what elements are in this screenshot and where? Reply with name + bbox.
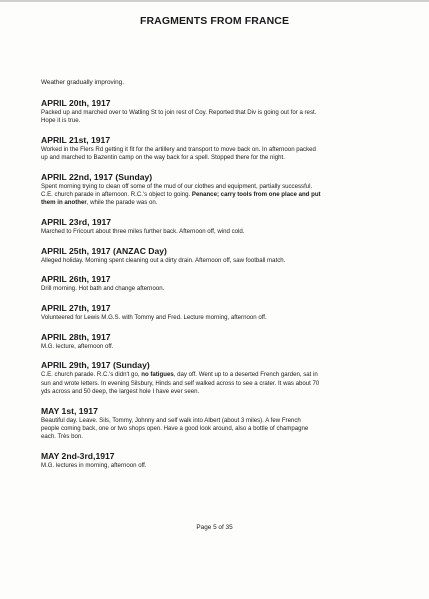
entry-text-bold: no fatigues bbox=[141, 371, 174, 379]
entry-text-segment: sun and wrote letters. In evening Silsbury, Hinds and self walked across to see a crater. It was about 70 bbox=[41, 379, 320, 387]
entry-date: APRIL 20th, 1917 bbox=[41, 98, 111, 108]
diary-entry bbox=[41, 98, 401, 125]
entry-text bbox=[41, 228, 401, 236]
entry-date: APRIL 22nd, 1917 (Sunday) bbox=[41, 171, 153, 182]
entry-text-segment: Beautiful day. Leave. Sils, Tommy, Johnny and self walk into Albert (about 3 miles). A few French bbox=[41, 416, 301, 424]
entry-text bbox=[41, 183, 401, 208]
diary-entry bbox=[41, 217, 401, 236]
diary-entry bbox=[41, 451, 401, 470]
entry-text-segment: C.E. church parade in afternoon. R.C.'s object to going. bbox=[41, 191, 192, 199]
entry-text-segment: M.G. lecture, afternoon off. bbox=[41, 342, 114, 350]
diary-entry bbox=[41, 332, 401, 351]
entry-date: APRIL 25th, 1917 (ANZAC Day) bbox=[41, 245, 167, 256]
entry-text-segment: , day off. Went up to a deserted French garden, sat in bbox=[173, 371, 318, 379]
entry-text-segment: Alleged holiday. Morning spent cleaning out a dirty drain. Afternoon off, saw football match. bbox=[41, 256, 286, 264]
entry-text-bold: Penance; carry tools from one place and put bbox=[191, 191, 321, 199]
entry-date: APRIL 26th, 1917 bbox=[41, 274, 111, 285]
entry-text bbox=[41, 462, 401, 470]
entry-text-segment: Hope it is true. bbox=[41, 117, 81, 125]
intro-text: Weather gradually improving. bbox=[41, 79, 125, 86]
entry-text-segment: people coming back, one or two shops open. Have a good look around, also a bottle of champagne bbox=[41, 424, 309, 432]
diary-entry bbox=[41, 246, 401, 265]
entry-date: APRIL 29th, 1917 (Sunday) bbox=[41, 360, 150, 371]
entry-text-segment: up and marched to Bazentin camp on the way back for a spell. Stopped there for the night. bbox=[41, 154, 285, 162]
entry-text bbox=[41, 146, 401, 162]
diary-entry bbox=[41, 274, 401, 293]
entry-date: MAY 2nd-3rd,1917 bbox=[41, 450, 115, 461]
diary-entries bbox=[41, 98, 401, 479]
diary-entry bbox=[41, 135, 401, 162]
diary-entry bbox=[41, 172, 401, 208]
entry-text-segment: Drill morning. Hot bath and change afternoon. bbox=[41, 285, 165, 293]
entry-text-segment: each. Très bon. bbox=[41, 432, 84, 440]
entry-text bbox=[41, 257, 401, 265]
entry-date: APRIL 21st, 1917 bbox=[41, 134, 111, 145]
entry-text-segment: Marched to Fricourt about three miles further back. Afternoon off, wind cold. bbox=[41, 227, 245, 235]
entry-text bbox=[41, 285, 401, 293]
entry-date: APRIL 27th, 1917 bbox=[41, 303, 111, 314]
diary-entry bbox=[41, 360, 401, 396]
entry-text-segment: Volunteered for Lewis M.G.S. with Tommy and Fred. Lecture morning, afternoon off. bbox=[41, 314, 267, 322]
entry-text bbox=[41, 343, 401, 351]
entry-date: APRIL 23rd, 1917 bbox=[41, 216, 112, 227]
page-title: FRAGMENTS FROM FRANCE bbox=[139, 15, 290, 27]
entry-text-bold: them in another bbox=[41, 199, 87, 207]
page-number: Page 5 of 35 bbox=[196, 524, 233, 531]
entry-text-segment: Packed up and marched over to Watling St to join rest of Coy. Reported that Div is going out for a rest. bbox=[41, 109, 317, 116]
entry-text-segment: yds across and 50 deep, the largest hole I have ever seen. bbox=[41, 387, 200, 395]
entry-text-segment: C.E. church parade. R.C.'s didn't go, bbox=[41, 371, 142, 379]
entry-text-segment: M.G. lectures in morning, afternoon off. bbox=[41, 461, 147, 469]
entry-text bbox=[41, 109, 401, 125]
entry-text-segment: Worked in the Flers Rd getting it fit for the artillery and transport to move back on. In afternoon packed bbox=[41, 145, 316, 153]
entry-text-segment: Spent morning trying to clean off some of the mud of our clothes and equipment, partially successful. bbox=[41, 182, 313, 190]
entry-text-segment: , while the parade was on. bbox=[86, 199, 158, 207]
entry-text bbox=[41, 371, 401, 396]
entry-text bbox=[41, 314, 401, 322]
diary-entry bbox=[41, 406, 401, 442]
entry-date: MAY 1st, 1917 bbox=[41, 405, 98, 416]
scan-edge bbox=[0, 0, 429, 2]
entry-date: APRIL 28th, 1917 bbox=[41, 331, 111, 342]
diary-entry bbox=[41, 303, 401, 322]
entry-text bbox=[41, 417, 401, 442]
